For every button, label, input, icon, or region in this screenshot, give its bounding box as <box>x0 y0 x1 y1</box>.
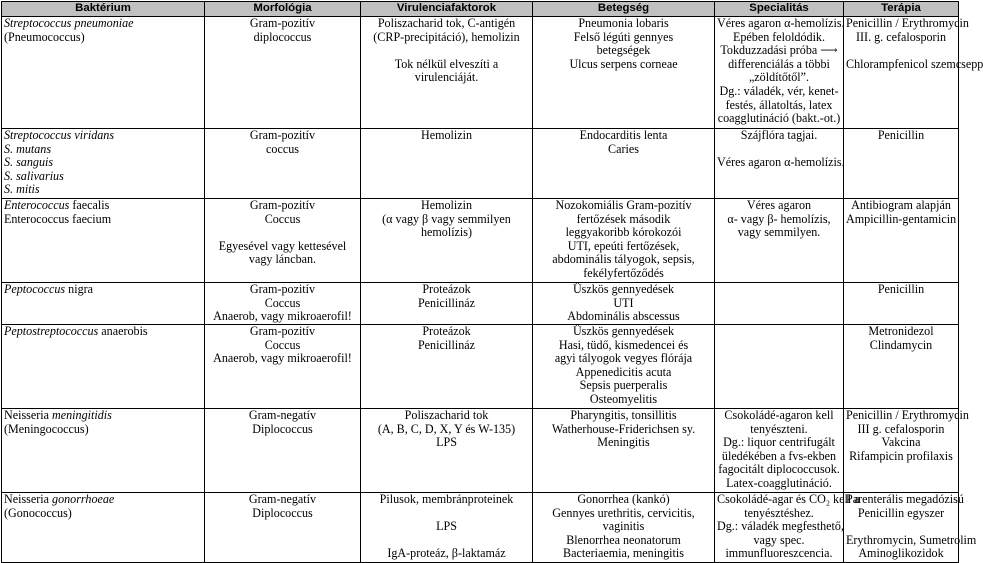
specialty-line: fagocitált diplococcusok. <box>718 462 840 477</box>
disease-line: abdominális tályogok, sepsis, <box>552 252 695 267</box>
morphology-line: Gram-negatív <box>248 492 317 506</box>
disease-line: Üszkös gennyedések <box>572 282 675 296</box>
therapy-cell <box>844 16 983 129</box>
bacterium-name <box>4 325 202 339</box>
specialty-line: Epében feloldódik. <box>732 29 826 44</box>
virulence-line: (α vagy β vagy semmilyen <box>382 211 511 226</box>
specialty-line: Dg.: liquor centrifugált <box>723 435 835 450</box>
morphology-line: Coccus <box>264 295 301 310</box>
disease-cell <box>533 199 715 283</box>
virulence-line: Penicillináz <box>417 337 476 352</box>
specialty-line: festés, állatoltás, latex <box>725 97 833 112</box>
specialty-line: vagy spec. <box>753 532 805 547</box>
therapy-cell <box>844 492 977 563</box>
disease-line: Bacteriaemia, meningitis <box>563 546 684 561</box>
virulence-line: Hemolizin <box>420 128 473 142</box>
disease-line: UTI, epeúti fertőzések, <box>567 238 680 253</box>
morphology-line: Egyesével vagy kettesével <box>218 238 347 253</box>
specialty-line: üledékében a fvs-ekben <box>721 448 837 463</box>
species-name: faecium <box>72 211 112 226</box>
therapy-cell <box>844 199 959 283</box>
disease-line: Ulcus serpens corneae <box>569 56 678 71</box>
therapy-line: III. g. cefalosporin <box>856 29 946 44</box>
bacterium-name <box>4 199 202 213</box>
therapy-cell <box>844 129 959 199</box>
disease-cell <box>533 409 715 493</box>
disease-line: Abdominális abscessus <box>567 309 680 324</box>
disease-line: Endocarditis lenta <box>579 128 668 142</box>
specialty-cell <box>715 492 860 563</box>
disease-line: Caries <box>608 141 639 156</box>
bacterium-cell <box>2 409 205 493</box>
genus-name: Neisseria <box>4 492 49 506</box>
specialty-cell <box>715 129 844 199</box>
table-row <box>2 493 959 563</box>
specialty-line: Dg.: váladék, vér, kenet- <box>719 83 839 98</box>
species-name: nigra <box>68 282 94 296</box>
virulence-cell <box>361 283 533 325</box>
bacterium-name: Streptococcus viridans <box>4 128 115 142</box>
virulence-cell <box>361 409 533 493</box>
genus-name: Peptococcus <box>4 282 66 296</box>
bacterium-alias: (Gonococcus) <box>4 505 72 520</box>
disease-line: vaginitis <box>602 519 645 534</box>
specialty-line: Véres agaron α-hemolízis. <box>717 16 845 30</box>
morphology-cell <box>205 199 361 283</box>
therapy-line: Vakcina <box>881 435 921 450</box>
specialty-line: Véres agaron <box>746 198 812 212</box>
bacteria-table <box>1 1 983 563</box>
virulence-line: Proteázok <box>422 324 471 338</box>
morphology-cell <box>205 17 361 129</box>
specialty-line: tenyészteni. <box>750 421 808 436</box>
virulence-line: Hemolizin <box>420 198 473 212</box>
therapy-line: Penicillin <box>877 128 925 142</box>
disease-line: Pharyngitis, tonsillitis <box>570 408 677 422</box>
specialty-line: differenciálás a többi <box>728 56 830 71</box>
specialty-cell <box>715 325 844 409</box>
header-specialty: Specialitás <box>715 2 844 17</box>
therapy-cell <box>844 408 969 493</box>
morphology-line: Gram-pozitív <box>249 324 316 338</box>
disease-line: Meningitis <box>597 435 650 450</box>
therapy-cell <box>844 283 959 325</box>
specialty-cell <box>715 409 844 493</box>
morphology-line: diplococcus <box>253 29 312 44</box>
therapy-line: III g. cefalosporin <box>857 421 945 436</box>
species-name: meningitidis <box>52 408 112 422</box>
therapy-line: Penicillin <box>877 282 925 296</box>
bacterium-cell <box>2 283 205 325</box>
therapy-line: Penicillin egyszer <box>857 505 945 520</box>
bacterium-alias: (Pneumococcus) <box>4 29 85 44</box>
therapy-line: Parenterális megadózisú <box>846 492 964 506</box>
therapy-line <box>846 520 956 534</box>
morphology-line: Anaerob, vagy mikroaerofil! <box>213 351 352 366</box>
disease-line: Gonorrhea (kankó) <box>577 492 670 506</box>
header-virulence: Virulenciafaktorok <box>361 2 533 17</box>
morphology-line: Gram-pozitív <box>249 282 316 296</box>
therapy-cell <box>844 325 959 409</box>
bacterium-cell <box>2 17 205 129</box>
bacterium-alias: (Meningococcus) <box>4 421 89 436</box>
morphology-cell <box>205 283 361 325</box>
bacterium-cell <box>2 325 205 409</box>
virulence-line: (CRP-precipitáció), hemolizin <box>373 29 520 44</box>
specialty-line: tenyésztéshez. <box>744 505 814 520</box>
morphology-line: Coccus <box>264 337 301 352</box>
virulence-line: IgA-proteáz, β-laktamáz <box>387 546 506 561</box>
specialty-line: Latex-coagglutináció. <box>726 475 832 490</box>
header-disease: Betegség <box>533 2 715 17</box>
bacterium-name <box>4 409 202 423</box>
disease-line: fertőzések második <box>576 211 671 226</box>
morphology-line: coccus <box>266 141 299 156</box>
specialty-line: Tokduzzadási próba ⟶ <box>720 43 838 58</box>
virulence-line: (A, B, C, D, X, Y és W-135) <box>377 421 516 436</box>
disease-cell <box>533 493 715 563</box>
disease-line: Blenorrhea neonatorum <box>566 532 681 547</box>
disease-cell <box>533 17 715 129</box>
therapy-line: Antibiogram alapján <box>851 198 951 212</box>
therapy-line: Penicillin / Erythromycin <box>846 408 969 422</box>
morphology-cell <box>205 129 361 199</box>
bacterium-cell <box>2 199 205 283</box>
virulence-line <box>363 534 530 548</box>
specialty-line: Szájflóra tagjai. <box>740 128 818 142</box>
morphology-line: Diplococcus <box>252 421 313 436</box>
morphology-line: Diplococcus <box>252 505 313 520</box>
therapy-line: Ampicillin-gentamicin <box>846 211 957 226</box>
virulence-line: LPS <box>436 435 457 450</box>
bacterium-cell <box>2 493 205 563</box>
virulence-line: LPS <box>436 519 457 534</box>
specialty-cell <box>715 199 844 283</box>
table-row <box>2 283 959 325</box>
disease-cell <box>533 283 715 325</box>
morphology-cell <box>205 325 361 409</box>
disease-line: UTI <box>613 295 634 310</box>
specialty-cell <box>715 17 844 129</box>
disease-line: Watherhouse-Friderichsen sy. <box>551 421 696 436</box>
disease-line: fekélyfertőződés <box>583 265 664 280</box>
therapy-line: Penicillin / Erythromycin <box>846 16 969 30</box>
therapy-line: Chlorampfenicol szemcsepp <box>846 56 983 71</box>
specialty-line: vagy semmilyen. <box>737 225 821 240</box>
virulence-line: Penicillináz <box>417 295 476 310</box>
disease-line: Gennyes urethritis, cervicitis, <box>552 505 695 520</box>
specialty-line: Dg.: váladék megfesthető, <box>717 519 844 534</box>
table-row <box>2 199 959 283</box>
bacterium-cell <box>2 129 205 199</box>
virulence-line: Proteázok <box>422 282 471 296</box>
virulence-line: Poliszacharid tok, C-antigén <box>377 16 516 30</box>
morphology-cell <box>205 409 361 493</box>
header-bacterium: Baktérium <box>2 2 205 17</box>
bacterium-name: Streptococcus pneumoniae <box>4 16 134 30</box>
disease-line: agyi tályogok vegyes flórája <box>554 351 693 366</box>
table-row <box>2 129 959 199</box>
morphology-line: Gram-pozitív <box>249 128 316 142</box>
genus-name: Neisseria <box>4 408 49 422</box>
morphology-line: Coccus <box>264 211 301 226</box>
disease-line: Pneumonia lobaris <box>578 16 669 30</box>
virulence-line: Pilusok, membránproteinek <box>379 492 514 506</box>
species-name: faecalis <box>72 198 110 212</box>
genus-name: Peptostreptococcus <box>4 324 99 338</box>
bacterium-name: S. sanguis <box>4 155 54 170</box>
bacterium-name <box>4 493 202 507</box>
morphology-line: vagy láncban. <box>248 252 317 267</box>
specialty-line: Csokoládé-agaron kell <box>724 408 834 422</box>
specialty-line: „zöldítőtől”. <box>748 70 810 85</box>
virulence-line <box>363 507 530 521</box>
header-row <box>2 2 959 17</box>
disease-line: Osteomyelitis <box>589 391 658 406</box>
bacterium-name: S. mitis <box>4 182 40 197</box>
disease-cell <box>533 325 715 409</box>
genus-name: Enterococcus <box>4 198 70 212</box>
therapy-line: Metronidezol <box>868 324 934 338</box>
specialty-line: immunfluoreszcencia. <box>725 546 833 561</box>
therapy-line: Clindamycin <box>869 337 933 352</box>
disease-line: Felső légúti gennyes <box>573 29 674 44</box>
morphology-line: Gram-pozitív <box>249 16 316 30</box>
virulence-line: hemolízis) <box>420 225 473 240</box>
table-row <box>2 325 959 409</box>
specialty-line: α- vagy β- hemolízis, <box>727 211 831 226</box>
species-name: gonorrhoeae <box>52 492 115 506</box>
therapy-line: Aminoglikozidok <box>858 546 944 561</box>
therapy-line: Erythromycin, Sumetrolim <box>846 532 977 547</box>
morphology-line: Anaerob, vagy mikroaerofil! <box>213 309 352 324</box>
species-name: anaerobis <box>101 324 148 338</box>
bacterium-name: S. mutans <box>4 141 52 156</box>
virulence-line: Poliszacharid tok <box>404 408 489 422</box>
disease-cell <box>533 129 715 199</box>
specialty-cell <box>715 283 844 325</box>
bacterium-name <box>4 283 202 297</box>
virulence-cell <box>361 493 533 563</box>
table-row <box>2 409 959 493</box>
table-row <box>2 17 959 129</box>
therapy-line <box>846 44 956 58</box>
header-therapy: Terápia <box>844 2 959 17</box>
genus-name: Enterococcus <box>4 211 70 226</box>
morphology-line: Gram-pozitív <box>249 198 316 212</box>
morphology-line <box>207 226 358 240</box>
disease-line: Hasi, tüdő, kismedencei és <box>558 337 689 352</box>
specialty-line: coagglutináció (bakt.-ot.) <box>717 111 841 126</box>
virulence-line <box>363 44 530 58</box>
disease-line: leggyakoribb kórokozói <box>565 225 682 240</box>
virulence-cell <box>361 325 533 409</box>
therapy-line: Rifampicin profilaxis <box>849 448 953 463</box>
virulence-cell <box>361 129 533 199</box>
virulence-cell <box>361 199 533 283</box>
disease-line: Nozokomiális Gram-pozitív <box>555 198 692 212</box>
morphology-line: Gram-negatív <box>248 408 317 422</box>
morphology-cell <box>205 493 361 563</box>
virulence-line: virulenciáját. <box>414 70 479 85</box>
header-morphology: Morfológia <box>205 2 361 17</box>
disease-line: betegségek <box>596 43 651 58</box>
specialty-line: Véres agaron α-hemolízis. <box>717 155 845 170</box>
bacterium-name: S. salivarius <box>4 168 64 183</box>
disease-line: Sepsis puerperalis <box>579 378 668 393</box>
virulence-line: Tok nélkül elveszíti a <box>394 56 499 71</box>
bacterium-name <box>4 213 202 227</box>
disease-line: Üszkös gennyedések <box>572 324 675 338</box>
specialty-line <box>717 143 841 157</box>
specialty-line: Csokoládé-agar és CO₂ kell a <box>717 492 860 506</box>
virulence-cell <box>361 17 533 129</box>
disease-line: Appenedicitis acuta <box>575 364 672 379</box>
